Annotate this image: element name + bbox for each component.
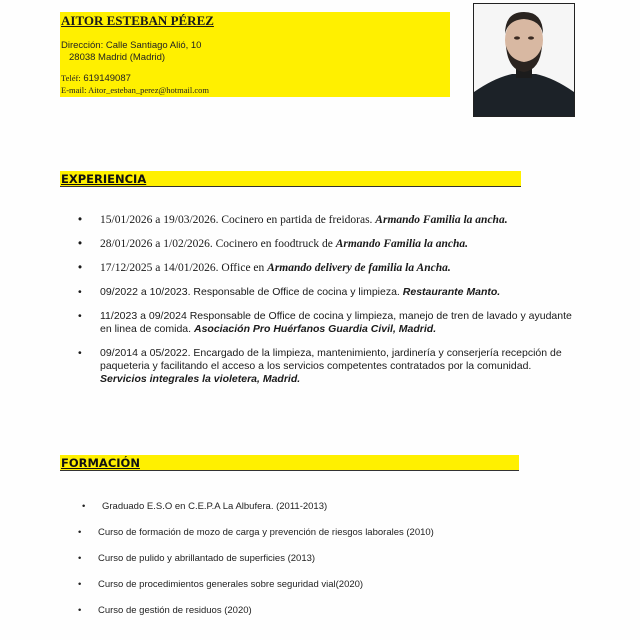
education-item <box>78 552 558 578</box>
experience-title: EXPERIENCIA <box>61 172 147 186</box>
bullet-icon: • <box>78 579 82 590</box>
education-text: Curso de gestión de residuos (2020) <box>98 605 252 616</box>
experience-employer: Asociación Pro Huérfanos Guardia Civil, Madrid. <box>193 323 437 335</box>
experience-item <box>78 238 578 251</box>
bullet-icon: • <box>78 238 83 250</box>
experience-text: 28/01/2026 a 1/02/2026. Cocinero en foodtruck de <box>100 238 336 250</box>
experience-employer: Armando delivery de familia la Ancha. <box>267 262 451 274</box>
education-text: Graduado E.S.O en C.E.P.A La Albufera. (2011-2013) <box>102 501 328 512</box>
experience-employer: Restaurante Manto. <box>402 286 501 298</box>
phone-number: 619149087 <box>83 73 131 84</box>
bullet-icon: • <box>78 310 82 322</box>
experience-section-bar <box>60 171 521 187</box>
experience-item <box>78 347 578 386</box>
phone-label: Teléf: <box>61 73 81 83</box>
education-text: Curso de procedimientos generales sobre seguridad vial(2020) <box>98 579 364 590</box>
education-item <box>78 604 558 630</box>
candidate-name: AITOR ESTEBAN PÉREZ <box>61 13 214 28</box>
profile-photo <box>473 3 575 117</box>
experience-employer: Servicios integrales la violetera, Madrid. <box>100 373 301 385</box>
education-text: Curso de pulido y abrillantado de superficies (2013) <box>98 553 316 564</box>
experience-text: 17/12/2025 a 14/01/2026. Office en <box>100 262 268 274</box>
address-line-1: Dirección: Calle Santiago Alió, 10 <box>61 40 202 51</box>
bullet-icon: • <box>78 286 82 298</box>
bullet-icon: • <box>78 553 82 564</box>
experience-item <box>78 262 578 275</box>
email: E-mail: Aitor_esteban_perez@hotmail.com <box>61 85 210 95</box>
bullet-icon: • <box>78 605 82 616</box>
education-item <box>78 526 558 552</box>
education-item <box>78 500 558 526</box>
experience-text: 09/2022 a 10/2023. Responsable de Office de cocina y limpieza. <box>100 286 403 298</box>
experience-text: 11/2023 a 09/2024 Responsable de Office de cocina y limpieza, manejo de tren de lavado y ayudante en linea de comida. <box>100 310 572 335</box>
bullet-icon: • <box>78 527 82 538</box>
experience-item <box>78 310 578 336</box>
education-title: FORMACIÓN <box>61 456 140 470</box>
address-line-2: 28038 Madrid (Madrid) <box>69 52 166 63</box>
experience-text: 15/01/2026 a 19/03/2026. Cocinero en partida de freidoras. <box>100 214 376 226</box>
experience-item <box>78 214 578 227</box>
education-text: Curso de formación de mozo de carga y prevención de riesgos laborales (2010) <box>98 527 434 538</box>
bullet-icon: • <box>78 262 83 274</box>
bullet-icon: • <box>78 347 82 359</box>
address <box>61 40 201 64</box>
experience-list <box>78 214 578 397</box>
education-item <box>78 578 558 604</box>
experience-employer: Armando Familia la ancha. <box>335 238 468 250</box>
bullet-icon: • <box>82 501 86 512</box>
bullet-icon: • <box>78 214 83 226</box>
person-photo-icon <box>474 4 574 116</box>
phone <box>61 73 131 84</box>
education-section-bar <box>60 455 519 471</box>
education-list <box>78 500 558 630</box>
experience-text: 09/2014 a 05/2022. Encargado de la limpieza, mantenimiento, jardinería y conserjería recepción de paqueteria y facilitando el acceso a los servicios competentes contratados por la comunidad. <box>100 347 562 372</box>
experience-employer: Armando Familia la ancha. <box>375 214 508 226</box>
experience-item <box>78 286 578 299</box>
